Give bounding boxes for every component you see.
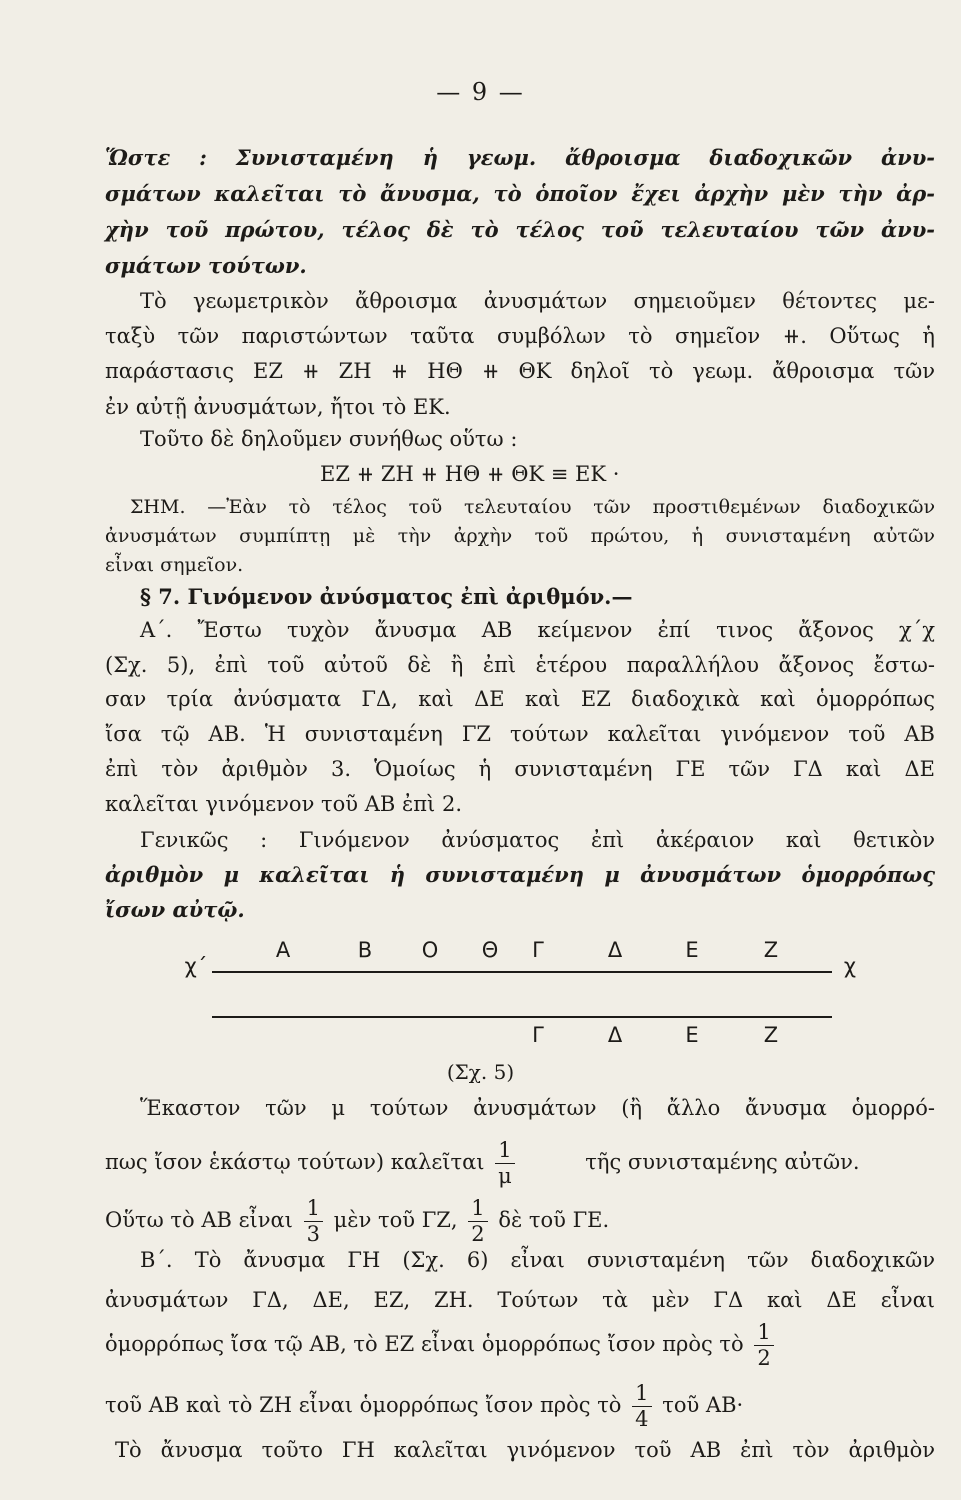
formula-line: ΕΖ ⧺ ΖΗ ⧺ ΗΘ ⧺ ΘΚ ≡ ΕΚ · [320,462,620,486]
text-line: ἐπὶ τὸν ἀριθμὸν 3. Ὁμοίως ἡ συνισταμένη ΓΕ τῶν ΓΔ καὶ ΔΕ [105,757,935,781]
section-heading: § 7. Γινόμενον ἀνύσματος ἐπὶ ἀριθμόν.— [140,584,633,609]
text-fragment: Οὕτω τὸ ΑΒ εἶναι [105,1208,293,1232]
text-line: Γενικῶς : Γινόμενον ἀνύσματος ἐπὶ ἀκέραιον καὶ θετικὸν [140,828,935,852]
fraction [304,1198,323,1245]
text-line: Τὸ ἄνυσμα τοῦτο ΓΗ καλεῖται γινόμενον τοῦ ΑΒ ἐπὶ τὸν ἀριθμὸν [115,1438,935,1462]
fraction-numerator: 1 [632,1383,651,1407]
text-fragment: τοῦ ΑΒ καὶ τὸ ΖΗ εἶναι ὁμορρόπως ἴσον πρὸς τὸ [105,1393,622,1417]
text-fragment: δὲ τοῦ ΓΕ. [498,1208,610,1232]
text-fragment: μὲν τοῦ ΓΖ, [333,1208,458,1232]
fraction-numerator: 1 [304,1198,323,1222]
text-line: σμάτων τούτων. [105,253,307,278]
text-line: ἀριθμὸν μ καλεῖται ἡ συνισταμένη μ ἀνυσμάτων ὁμορρόπως [105,862,935,887]
fraction [495,1140,514,1187]
text-fragment: πως ἴσον ἑκάστῳ τούτων) καλεῖται [105,1150,485,1174]
text-line: Β΄. Τὸ ἄνυσμα ΓΗ (Σχ. 6) εἶναι συνισταμένη τῶν διαδοχικῶν [140,1248,935,1272]
point-label: Δ [607,938,623,962]
text-line: παράστασις ΕΖ ⧺ ΖΗ ⧺ ΗΘ ⧺ ΘΚ δηλοῖ τὸ γεωμ. ἄθροισμα τῶν [105,359,935,383]
fraction-denominator: μ [498,1164,512,1188]
text-line: (Σχ. 5), ἐπὶ τοῦ αὐτοῦ δὲ ἢ ἐπὶ ἑτέρου παραλλήλου ἄξονος ἔστω- [105,653,935,677]
text-line-with-fraction [105,1322,935,1369]
point-label: Δ [607,1023,623,1047]
text-fragment: τῆς συνισταμένης αὐτῶν. [585,1150,860,1174]
point-label: Α [275,938,291,962]
fraction-numerator: 1 [495,1140,514,1164]
text-line: ἀνυσμάτων ΓΔ, ΔΕ, ΕΖ, ΖΗ. Τούτων τὰ μὲν ΓΔ καὶ ΔΕ εἶναι [105,1288,935,1312]
point-label: Ε [685,938,699,962]
note-line: εἶναι σημεῖον. [105,554,244,576]
note-line: ΣΗΜ. —Ἐὰν τὸ τέλος τοῦ τελευταίου τῶν προστιθεμένων διαδοχικῶν [130,496,935,518]
text-line: ταξὺ τῶν παριστώντων ταῦτα συμβόλων τὸ σημεῖον ⧺. Οὕτως ἡ [105,324,935,348]
fraction-denominator: 3 [306,1222,320,1246]
point-label: Ζ [763,938,779,962]
text-line: ἐν αὐτῇ ἀνυσμάτων, ἤτοι τὸ ΕΚ. [105,395,451,419]
page-number: — 9 — [436,78,525,106]
point-label: Γ [532,1023,544,1047]
fraction-denominator: 4 [635,1407,649,1431]
text-line-with-fraction [105,1383,935,1430]
text-line: Τοῦτο δὲ δηλοῦμεν συνήθως οὕτω : [140,427,518,451]
axis-label-left: χ΄ [184,954,208,978]
axis-label-right: χ [843,954,857,978]
text-fragment: τοῦ ΑΒ· [662,1393,744,1417]
fraction [468,1198,487,1245]
fraction-denominator: 2 [757,1346,771,1370]
fraction-denominator: 2 [471,1222,485,1246]
text-line: Τὸ γεωμετρικὸν ἄθροισμα ἀνυσμάτων σημειοῦμεν θέτοντες με- [140,289,935,313]
fraction [632,1383,651,1430]
point-label: Β [357,938,373,962]
text-line: ἴσα τῷ ΑΒ. Ἡ συνισταμένη ΓΖ τούτων καλεῖται γινόμενον τοῦ ΑΒ [105,722,935,746]
figure-caption: (Σχ. 5) [446,1060,515,1084]
point-label: Ε [685,1023,699,1047]
note-line: ἀνυσμάτων συμπίπτῃ μὲ τὴν ἀρχὴν τοῦ πρώτου, ἡ συνισταμένη αὐτῶν [105,525,935,547]
point-label: Ζ [763,1023,779,1047]
text-fragment: ὁμορρόπως ἴσα τῷ ΑΒ, τὸ ΕΖ εἶναι ὁμορρόπως ἴσον πρὸς τὸ [105,1332,744,1356]
point-label: Θ [481,938,499,962]
text-line: Ἕκαστον τῶν μ τούτων ἀνυσμάτων (ἢ ἄλλο ἄνυσμα ὁμορρό- [140,1096,935,1120]
text-line-with-fraction [105,1198,935,1245]
text-line: σαν τρία ἀνύσματα ΓΔ, καὶ ΔΕ καὶ ΕΖ διαδοχικὰ καὶ ὁμορρόπως [105,687,935,711]
fraction [754,1322,773,1369]
point-label: Ο [421,938,439,962]
text-line: καλεῖται γινόμενον τοῦ ΑΒ ἐπὶ 2. [105,792,462,816]
text-line: σμάτων καλεῖται τὸ ἄνυσμα, τὸ ὁποῖον ἔχει ἀρχὴν μὲν τὴν ἀρ- [105,181,935,206]
fraction-numerator: 1 [468,1198,487,1222]
fraction-numerator: 1 [754,1322,773,1346]
text-line-with-fraction [105,1140,935,1187]
text-line: Α΄. Ἔστω τυχὸν ἄνυσμα ΑΒ κείμενον ἐπί τινος ἄξονος χ΄χ [140,618,935,642]
text-line: Ὥστε : Συνισταμένη ἡ γεωμ. ἄθροισμα διαδοχικῶν ἀνυ- [105,145,935,170]
text-line: χὴν τοῦ πρώτου, τέλος δὲ τὸ τέλος τοῦ τελευταίου τῶν ἀνυ- [105,217,935,242]
point-label: Γ [532,938,544,962]
text-line: ἴσων αὐτῷ. [105,897,245,922]
